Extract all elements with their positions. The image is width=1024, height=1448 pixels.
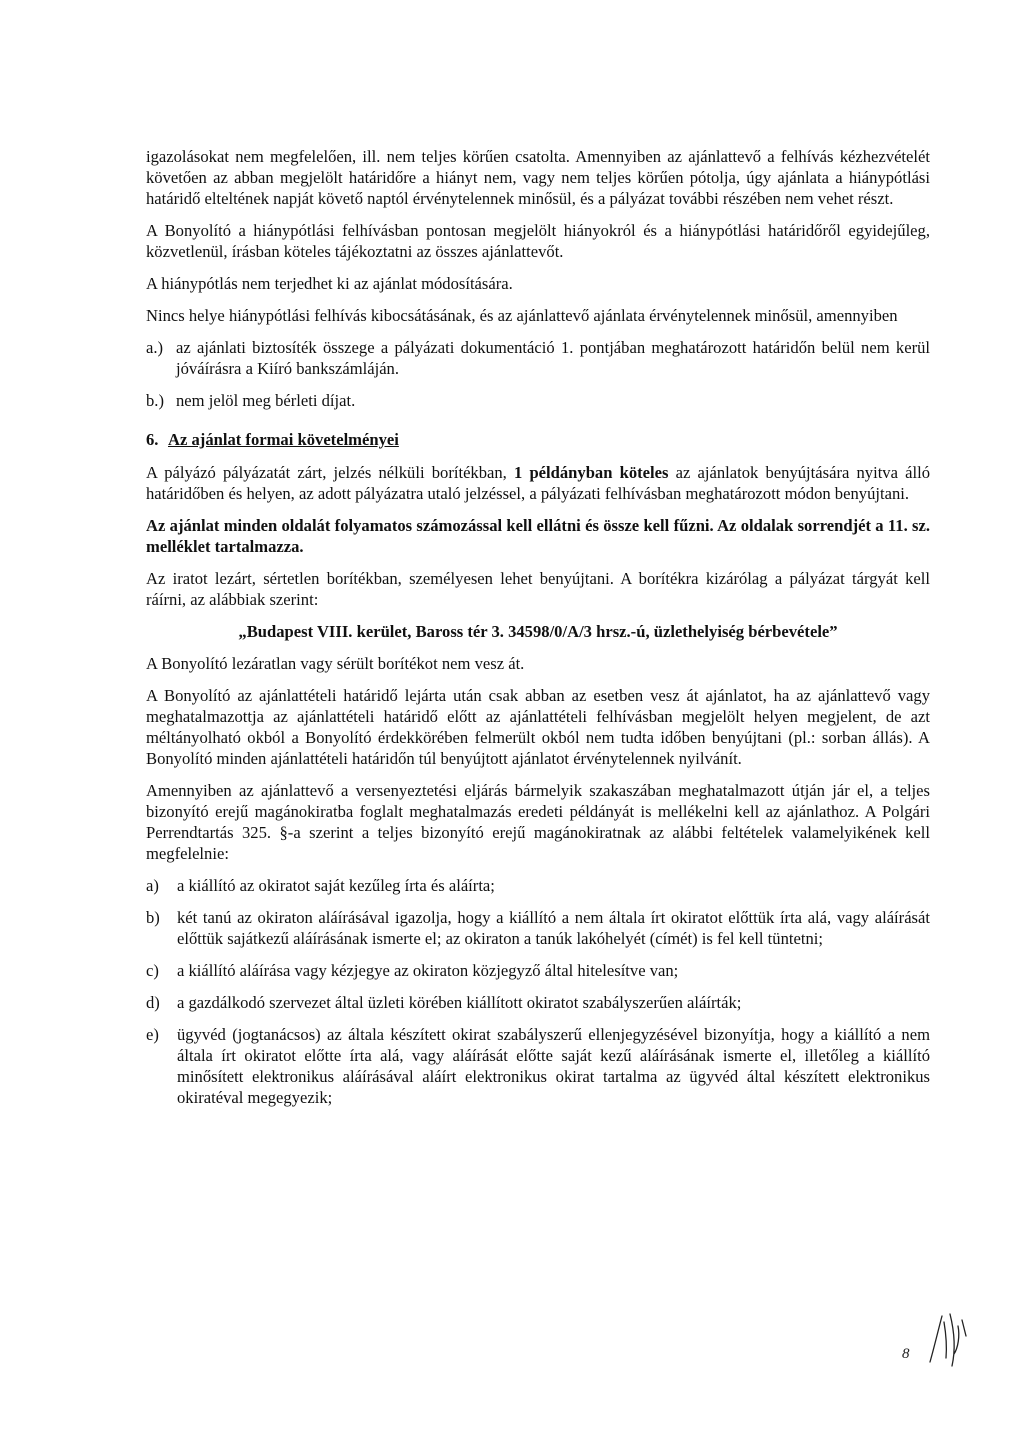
list-item: [146, 875, 930, 896]
envelope-label-quote: „Budapest VIII. kerület, Baross tér 3. 34598/0/A/3 hrsz.-ú, üzlethelyiség bérbevétele”: [238, 622, 838, 641]
list-item-label: c): [146, 961, 159, 980]
handwritten-signature: [900, 1296, 990, 1376]
paragraph-sealed-envelope: Az iratot lezárt, sértetlen borítékban, személyesen lehet benyújtani. A borítékra kizárólag a pályázat tárgyát kell ráírni, az alábbiak szerint:: [146, 569, 930, 609]
paragraph-no-modification: A hiánypótlás nem terjedhet ki az ajánlat módosítására.: [146, 274, 513, 293]
list-item-label: b.): [146, 391, 164, 410]
list-item-text: a kiállító aláírása vagy kézjegye az okiraton közjegyző által hitelesítve van;: [177, 961, 679, 980]
document-page: [146, 146, 930, 1119]
paragraph-page-numbering: Az ajánlat minden oldalát folyamatos számozással kell ellátni és össze kell fűzni. Az oldalak sorrendjét a 11. sz. melléklet tartalmazza.: [146, 516, 930, 556]
list-item: [146, 1024, 930, 1108]
paragraph-incomplete-submission: igazolásokat nem megfelelően, ill. nem teljes körűen csatolta. Amennyiben az ajánlattevő a felhívás kézhezvételét követően az abban megjelölt határidőre a hiányt nem, vagy nem teljes körűen pótolja, úgy ajánlata a hiánypótlási határidő elteltének napját követő naptól érvénytelennek minősül, és a pályázat további részében nem vehet részt.: [146, 147, 930, 208]
page-mark: 8: [902, 1346, 910, 1362]
list-item: [146, 992, 930, 1013]
section-heading: [146, 429, 930, 450]
paragraph-authorization: Amennyiben az ajánlattevő a versenyeztetési eljárás bármelyik szakaszában meghatalmazott útján jár el, a teljes bizonyító erejű magánokiratba foglalt meghatalmazás eredeti példányát is mellékelni kell az ajánlathoz. A Polgári Perrendtartás 325. §-a szerint a teljes bizonyító erejű magánokiratnak az alábbi feltételek valamelyikének kell megfelelnie:: [146, 781, 930, 863]
text-run: az ajánlatok benyújtására nyitva álló határidőben és helyen, az adott pályázatra utaló jelzéssel, a pályázati felhívásban meghatározott módon benyújtani.: [146, 463, 931, 503]
list-item: [146, 337, 930, 379]
paragraph-damaged-envelope: A Bonyolító lezáratlan vagy sérült borítékot nem vesz át.: [146, 654, 525, 673]
list-item-label: a.): [146, 338, 164, 357]
section-number: 6.: [146, 430, 159, 449]
text-run-bold: 1 példányban köteles: [514, 463, 669, 482]
text-run: A pályázó pályázatát zárt, jelzés nélküli borítékban,: [146, 463, 514, 482]
list-item-text: nem jelöl meg bérleti díjat.: [176, 391, 356, 410]
list-item-label: b): [146, 908, 160, 927]
list-item-text: a gazdálkodó szervezet által üzleti körében kiállított okiratot szabályszerűen aláírták;: [177, 993, 742, 1012]
list-item-text: a kiállító az okiratot saját kezűleg írta és aláírta;: [177, 876, 495, 895]
list-item: [146, 960, 930, 981]
list-item-text: két tanú az okiraton aláírásával igazolja, hogy a kiállító a nem általa írt okiratot előttük írta alá, vagy aláírását előttük sajátkezű aláírásának ismerte el; az okiraton a tanúk lakóhelyét (címét) is fel kell tüntetni;: [177, 908, 930, 948]
paragraph-late-submission: A Bonyolító az ajánlattételi határidő lejárta után csak abban az esetben vesz át ajánlatot, ha az ajánlattevő vagy meghatalmazottja az ajánlattételi határidő előtt az ajánlattételi felhívásban megjelölt helyen megjelent, de azt méltányolható okból a Bonyolító érdekkörében felmerült okból nem tudta időben benyújtani (pl.: sorban állás). A Bonyolító minden ajánlattételi határidőn túl benyújtott ajánlatot érvénytelennek nyilvánít.: [146, 686, 930, 768]
list-item-text: az ajánlati biztosíték összege a pályázati dokumentáció 1. pontjában meghatározott határidőn belül nem kerül jóváírásra a Kiíró bankszámláján.: [176, 338, 930, 378]
paragraph-submission-format: [146, 462, 930, 504]
paragraph-notification: A Bonyolító a hiánypótlási felhívásban pontosan megjelölt hiányokról és a hiánypótlási határidőről egyidejűleg, közvetlenül, írásban köteles tájékoztatni az összes ajánlattevőt.: [146, 221, 930, 261]
paragraph-no-deficiency-call: Nincs helye hiánypótlási felhívás kibocsátásának, és az ajánlattevő ajánlata érvénytelennek minősül, amennyiben: [146, 306, 898, 325]
list-item-text: ügyvéd (jogtanácsos) az általa készített okirat szabályszerű ellenjegyzésével bizonyítja, hogy a kiállító a nem általa írt okiratot előtte írta alá, vagy aláírását előtte saját kezű aláírásának ismerte el, illetőleg a kiállító minősített elektronikus aláírásával aláírt elektronikus okirat tartalma az ügyvéd által készített elektronikus okiratéval megegyezik;: [177, 1025, 930, 1107]
list-item: [146, 907, 930, 949]
list-item: [146, 390, 930, 411]
list-item-label: e): [146, 1025, 159, 1044]
section-title: Az ajánlat formai követelményei: [168, 430, 399, 449]
list-item-label: a): [146, 876, 159, 895]
list-item-label: d): [146, 993, 160, 1012]
